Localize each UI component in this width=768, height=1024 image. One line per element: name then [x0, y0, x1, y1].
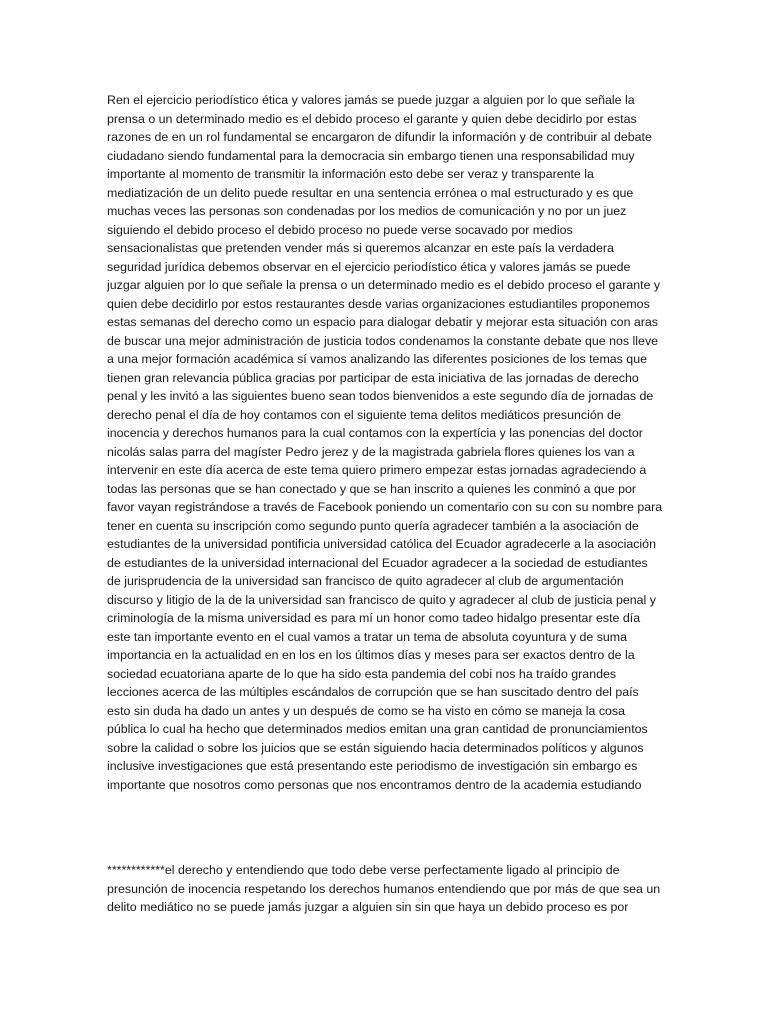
body-paragraph: Ren el ejercicio periodístico ética y valores jamás se puede juzgar a alguien por lo que señale la prensa o un determinado medio es el debido proceso el garante y quien debe decidirlo por estas razones de en un rol fundamental se encargaron de difundir la información y de contribuir al debate ciudadano siendo fundamental para la democracia sin embargo tienen una responsabilidad muy importante al momento de transmitir la información esto debe ser veraz y transparente la mediatización de un delito puede resultar en una sentencia errónea o mal estructurado y es que muchas veces las personas son condenadas por los medios de comunicación y no por un juez siguiendo el debido proceso el debido proceso no puede verse socavado por medios sensacionalistas que pretenden vender más si queremos alcanzar en este país la verdadera seguridad jurídica debemos observar en el ejercicio periodístico ética y valores jamás se puede juzgar alguien por lo que señale la prensa o un determinado medio es el debido proceso el garante y quien debe decidirlo por estos restaurantes desde varias organizaciones estudiantiles proponemos estas semanas del derecho como un espacio para dialogar debatir y mejorar esta situación con aras de buscar una mejor administración de justicia todos condenamos la constante debate que nos lleve a una mejor formación académica sí vamos analizando las diferentes posiciones de los temas que tienen gran relevancia pública gracias por participar de esta iniciativa de las jornadas de derecho penal y les invitó a las siguientes bueno sean todos bienvenidos a este segundo día de jornadas de derecho penal el día de hoy contamos con el siguiente tema delitos mediáticos presunción de inocencia y derechos humanos para la cual contamos con la expertícia y las ponencias del doctor nicolás salas parra del magíster Pedro jerez y de la magistrada gabriela flores quienes los van a intervenir en este día acerca de este tema quiero primero empezar estas jornadas agradeciendo a todas las personas que se han conectado y que se han inscrito a quienes les conminó a que por favor vayan registrándose a través de Facebook poniendo un comentario con su con su nombre para tener en cuenta su inscripción como segundo punto quería agradecer también a la asociación de estudiantes de la universidad pontificia universidad católica del Ecuador agradecerle a la asociación de estudiantes de la universidad internacional del Ecuador agradecer a la sociedad de estudiantes de jurisprudencia de la universidad san francisco de quito agradecer al club de argumentación discurso y litigio de la de la universidad san francisco de quito y agradecer al club de justicia penal y criminología de la misma universidad es para mí un honor como tadeo hidalgo presentar este día este tan importante evento en el cual vamos a tratar un tema de absoluta coyuntura y de suma importancia en la actualidad en en los en los últimos días y meses para ser exactos dentro de la sociedad ecuatoriana aparte de lo que ha sido esta pandemia del cobi nos ha traído grandes lecciones acerca de las múltiples escándalos de corrupción que se han suscitado dentro del país esto sin duda ha dado un antes y un después de como se ha visto en cómo se maneja la cosa pública lo cual ha hecho que determinados medios emitan una gran cantidad de pronunciamientos sobre la calidad o sobre los juicios que se están siguiendo hacia determinados políticos y algunos inclusive investigaciones que está presentando este periodismo de investigación sin embargo es importante que nosotros como personas que nos encontramos dentro de la academia estudiando — [107, 93, 663, 792]
body-paragraph: ************el derecho y entendiendo que todo debe verse perfectamente ligado al principio de presunción de inocencia respetando los derechos humanos entendiendo que por más de que sea un delito mediático no se puede jamás juzgar a alguien sin sin que haya un debido proceso es por — [107, 863, 661, 914]
